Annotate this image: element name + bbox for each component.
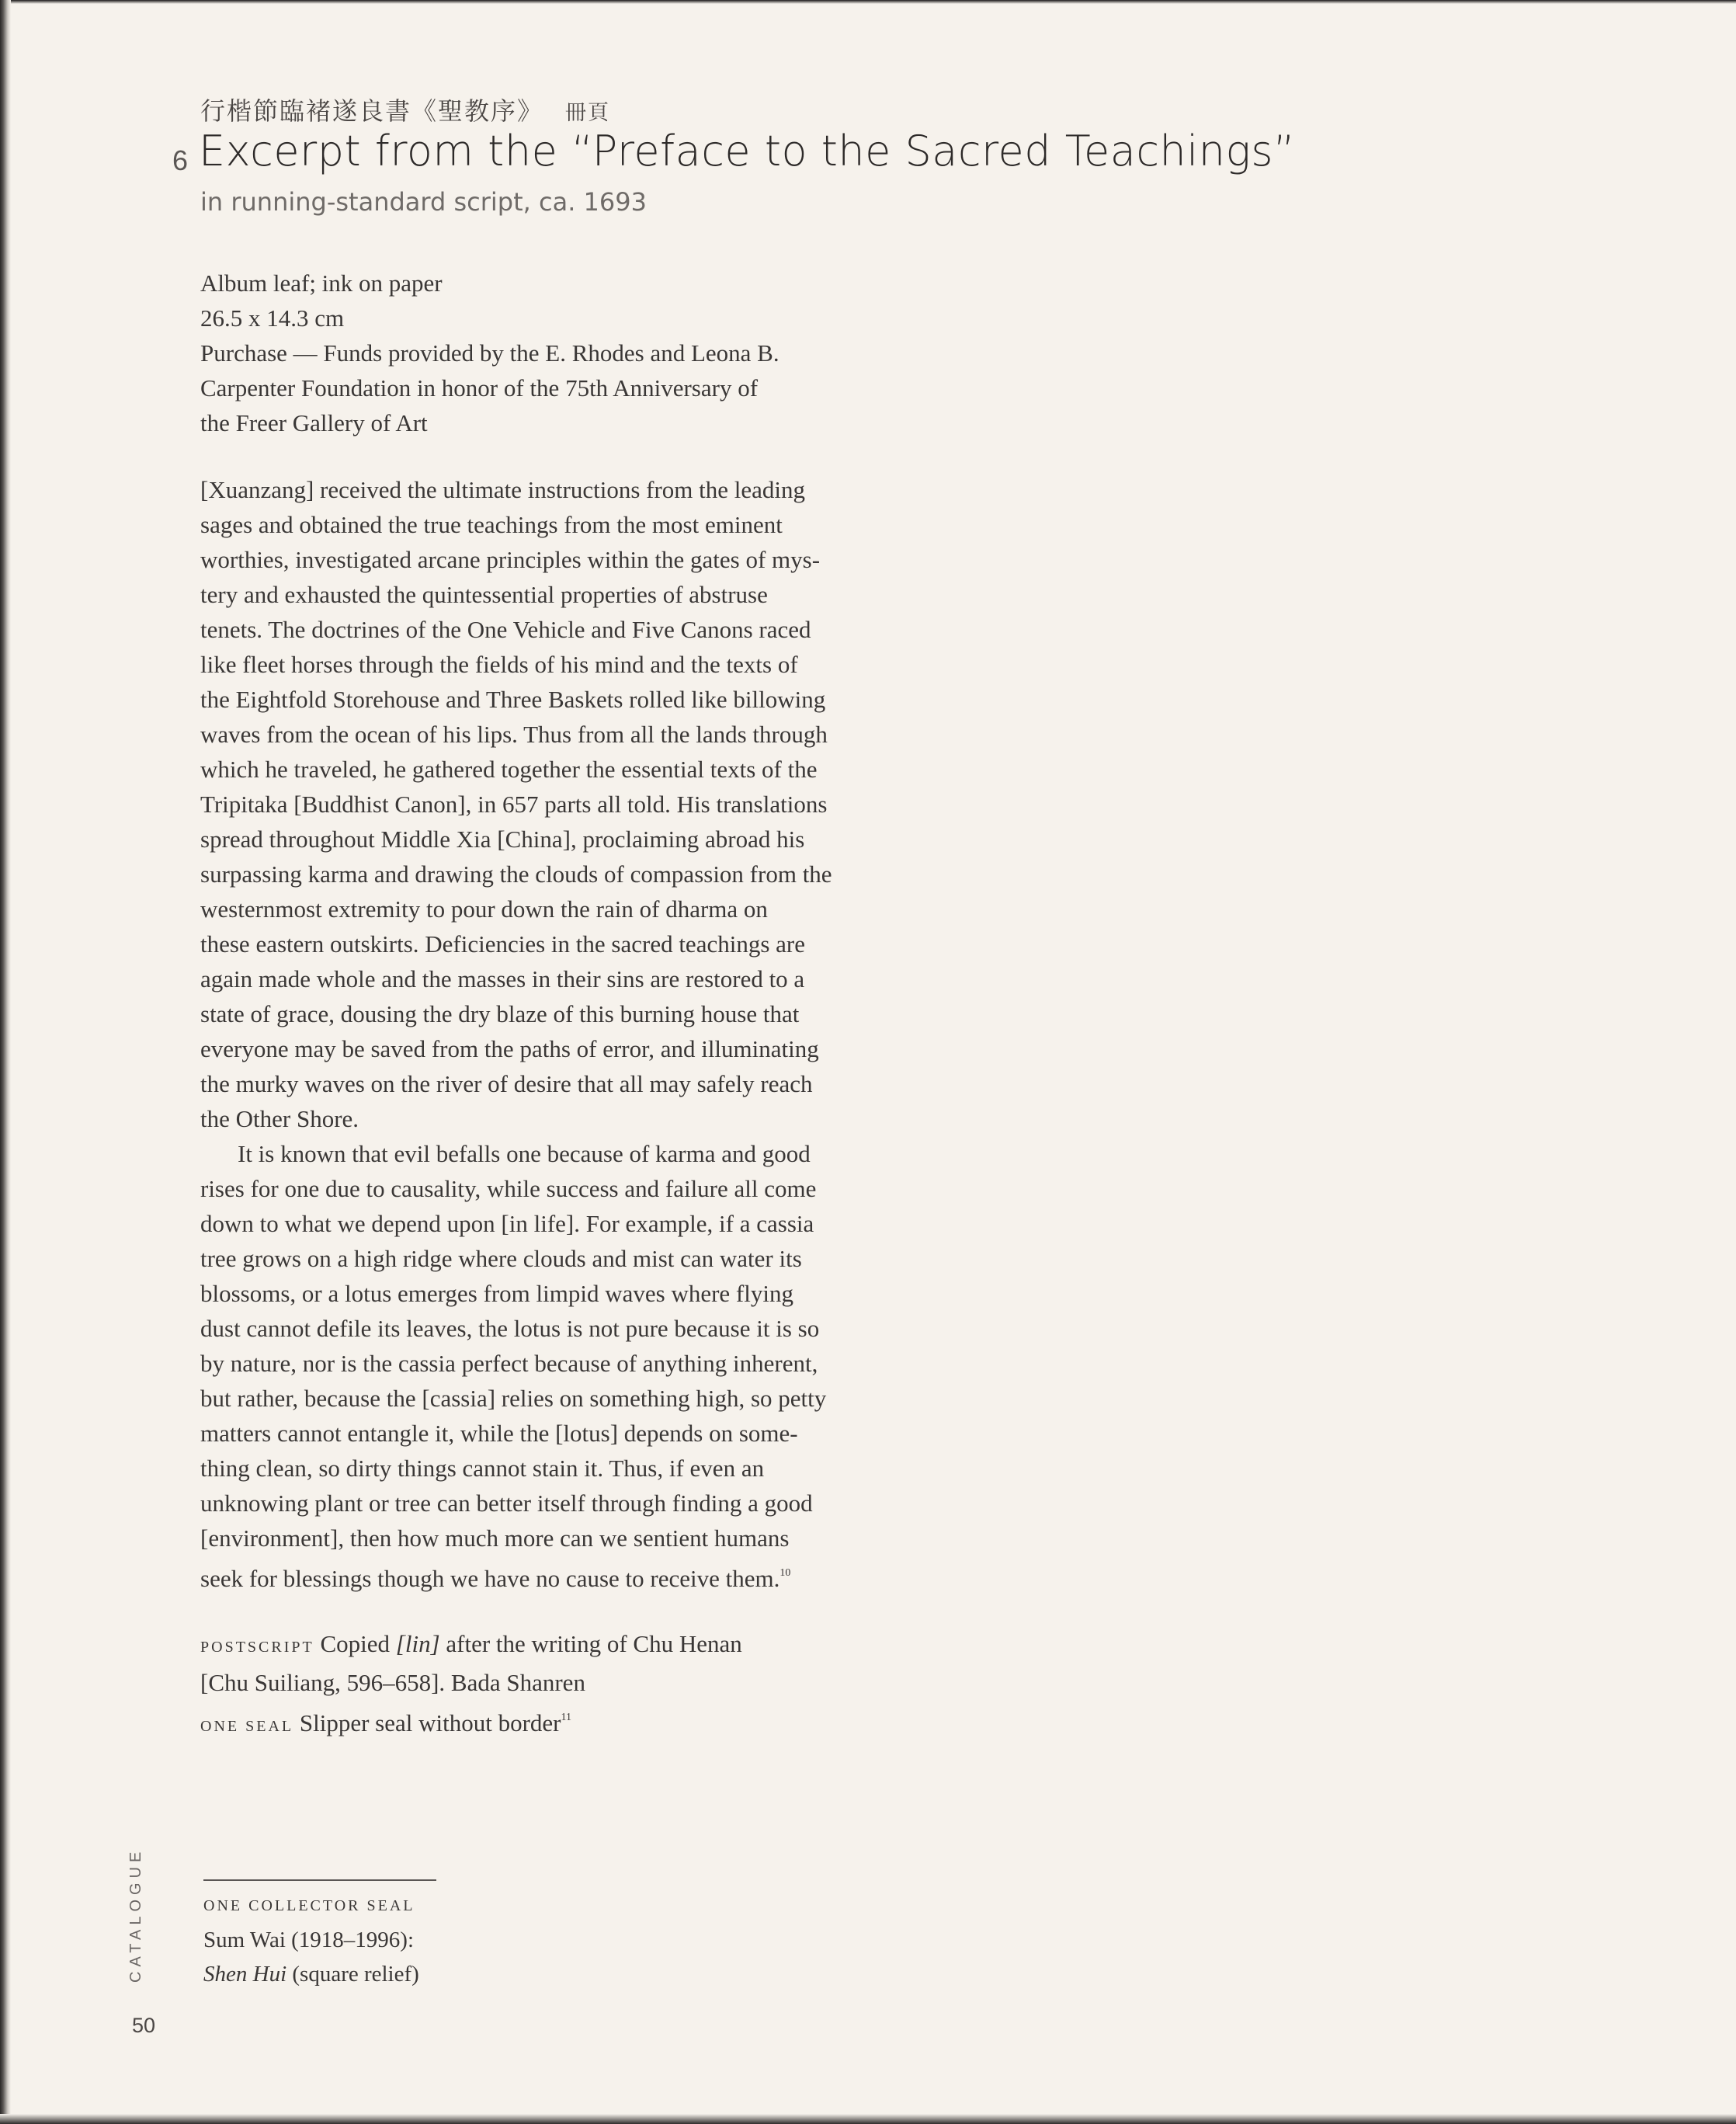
postscript-text: after the writing of Chu Henan bbox=[446, 1630, 742, 1657]
body-line: unknowing plant or tree can better itself through finding a good bbox=[200, 1490, 813, 1517]
body-line: spread throughout Middle Xia [China], proclaiming abroad his bbox=[200, 826, 805, 853]
body-line: sages and obtained the true teachings from the most eminent bbox=[200, 511, 783, 538]
postscript-text: Copied bbox=[320, 1630, 391, 1657]
body-line: which he traveled, he gathered together the essential texts of the bbox=[200, 756, 818, 783]
body-line: [Xuanzang] received the ultimate instructions from the leading bbox=[200, 476, 806, 503]
body-line: state of grace, dousing the dry blaze of this burning house that bbox=[200, 1000, 800, 1027]
page-number: 50 bbox=[132, 2014, 156, 2037]
body-line: tree grows on a high ridge where clouds and mist can water its bbox=[200, 1245, 802, 1272]
info-line-credit: the Freer Gallery of Art bbox=[200, 409, 428, 436]
body-line: Tripitaka [Buddhist Canon], in 657 parts all told. His translations bbox=[200, 791, 828, 818]
body-line: these eastern outskirts. Deficiencies in the sacred teachings are bbox=[200, 930, 805, 958]
object-info bbox=[200, 266, 884, 440]
chinese-title-text: 行楷節臨褚遂良書《聖教序》 bbox=[200, 96, 544, 126]
collector-divider bbox=[203, 1879, 436, 1881]
body-line: like fleet horses through the fields of his mind and the texts of bbox=[200, 651, 798, 678]
page-title: Excerpt from the “Preface to the Sacred Teachings” bbox=[199, 127, 1296, 176]
collector-seal bbox=[203, 1957, 669, 1991]
chinese-title bbox=[200, 92, 610, 127]
body-line: blossoms, or a lotus emerges from limpid waves where flying bbox=[200, 1280, 793, 1307]
page-edge-top bbox=[0, 0, 1736, 4]
body-line: everyone may be saved from the paths of error, and illuminating bbox=[200, 1035, 819, 1062]
body-line-text: seek for blessings though we have no cause to receive them. bbox=[200, 1565, 780, 1592]
body-line: tery and exhausted the quintessential properties of abstruse bbox=[200, 581, 768, 608]
collector-seal-block bbox=[203, 1889, 669, 1991]
body-line: westernmost extremity to pour down the rain of dharma on bbox=[200, 895, 768, 923]
body-line: rises for one due to causality, while success and failure all come bbox=[200, 1175, 817, 1202]
body-line: by nature, nor is the cassia perfect because of anything inherent, bbox=[200, 1350, 818, 1377]
info-line-credit: Carpenter Foundation in honor of the 75th Anniversary of bbox=[200, 374, 759, 402]
postscript-label: POSTSCRIPT bbox=[200, 1639, 314, 1656]
seal-text: Slipper seal without border bbox=[299, 1709, 561, 1736]
seal-label: ONE SEAL bbox=[200, 1718, 294, 1735]
body-line: down to what we depend upon [in life]. For example, if a cassia bbox=[200, 1210, 814, 1237]
collector-seal-desc: (square relief) bbox=[292, 1962, 419, 1987]
body-line: tenets. The doctrines of the One Vehicle and Five Canons raced bbox=[200, 616, 811, 643]
body-line: the murky waves on the river of desire that all may safely reach bbox=[200, 1070, 813, 1097]
info-line-medium: Album leaf; ink on paper bbox=[200, 269, 443, 297]
footnote-marker: 10 bbox=[779, 1567, 791, 1579]
catalogue-number: 6 bbox=[172, 144, 189, 176]
info-line-dimensions: 26.5 x 14.3 cm bbox=[200, 304, 345, 332]
body-line: dust cannot defile its leaves, the lotus is not pure because it is so bbox=[200, 1315, 820, 1342]
translation-text bbox=[200, 472, 899, 1596]
body-line: the Eightfold Storehouse and Three Baskets rolled like billowing bbox=[200, 686, 826, 713]
footnote-marker: 11 bbox=[561, 1712, 571, 1723]
body-line: surpassing karma and drawing the clouds of compassion from the bbox=[200, 860, 832, 888]
body-line: waves from the ocean of his lips. Thus from all the lands through bbox=[200, 721, 828, 748]
page-edge-bottom bbox=[0, 2114, 1736, 2124]
body-line: matters cannot entangle it, while the [lotus] depends on some- bbox=[200, 1420, 798, 1447]
postscript-line bbox=[200, 1626, 899, 1665]
body-line: but rather, because the [cassia] relies on something high, so petty bbox=[200, 1385, 827, 1412]
body-line: worthies, investigated arcane principles within the gates of mys- bbox=[200, 546, 821, 573]
page-subtitle: in running-standard script, ca. 1693 bbox=[200, 187, 647, 217]
body-line: [environment], then how much more can we sentient humans bbox=[200, 1524, 790, 1552]
chinese-format-label: 冊頁 bbox=[565, 101, 611, 125]
postscript bbox=[200, 1626, 899, 1744]
body-line: the Other Shore. bbox=[200, 1105, 359, 1132]
body-line-last bbox=[200, 1556, 899, 1596]
collector-heading: ONE COLLECTOR SEAL bbox=[203, 1897, 415, 1914]
postscript-line: [Chu Suiliang, 596–658]. Bada Shanren bbox=[200, 1669, 585, 1696]
page-edge-left bbox=[0, 0, 11, 2124]
collector-seal-name: Shen Hui bbox=[203, 1962, 287, 1987]
body-line-indented: It is known that evil befalls one because of karma and good bbox=[238, 1140, 811, 1167]
info-line-credit: Purchase — Funds provided by the E. Rhodes and Leona B. bbox=[200, 339, 779, 367]
body-line: again made whole and the masses in their sins are restored to a bbox=[200, 965, 805, 992]
seal-line bbox=[200, 1700, 899, 1744]
section-label: CATALOGUE bbox=[127, 1847, 144, 1983]
body-line: thing clean, so dirty things cannot stain it. Thus, if even an bbox=[200, 1455, 765, 1482]
postscript-term: [lin] bbox=[395, 1630, 440, 1657]
collector-name: Sum Wai (1918–1996): bbox=[203, 1928, 415, 1952]
